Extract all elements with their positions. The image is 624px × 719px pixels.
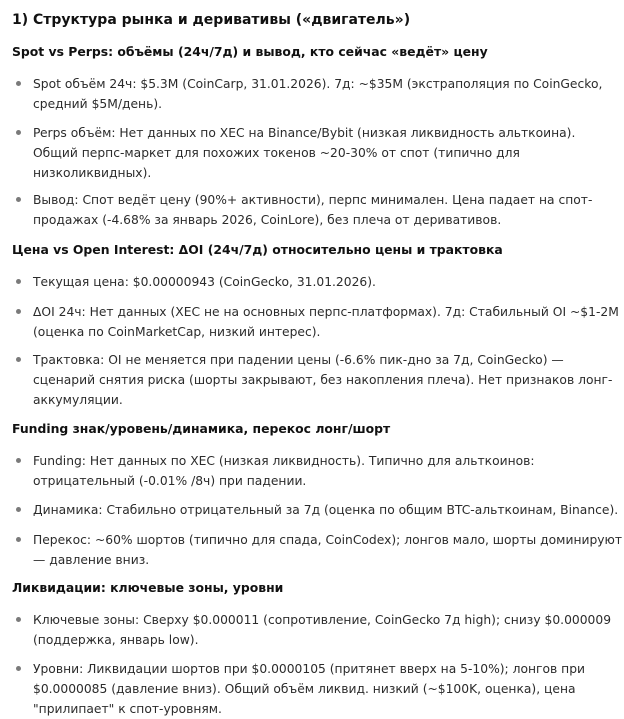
- text-line: отрицательный (-0.01% /8ч) при падении.: [33, 474, 307, 488]
- bullet-icon: [16, 507, 21, 512]
- section-heading: Spot vs Perps: объёмы (24ч/7д) и вывод, кто сейчас «ведёт» цену: [12, 44, 488, 59]
- bullet-icon: [16, 81, 21, 86]
- text-line: ΔOI 24ч: Нет данных (XEC не на основных перпс-платформах). 7д: Стабильный OI ~$1-2M: [33, 305, 619, 319]
- list-item-text: [33, 272, 621, 292]
- bullet-icon: [16, 357, 21, 362]
- bullet-icon: [16, 197, 21, 202]
- text-line: Уровни: Ликвидации шортов при $0.0000105 (притянет вверх на 5-10%); лонгов при: [33, 662, 586, 676]
- section-heading: Ликвидации: ключевые зоны, уровни: [12, 580, 284, 595]
- text-line: — давление вниз.: [33, 553, 150, 567]
- list-item-text: [33, 451, 621, 491]
- text-line: Вывод: Спот ведёт цену (90%+ активности), перпс минимален. Цена падает на спот-: [33, 193, 593, 207]
- text-line: Spot объём 24ч: $5.3M (CoinCarp, 31.01.2026). 7д: ~$35M (экстраполяция по CoinGecko,: [33, 77, 603, 91]
- bullet-icon: [16, 309, 21, 314]
- section-heading: Funding знак/уровень/динамика, перекос лонг/шорт: [12, 421, 391, 436]
- list-item-text: [33, 74, 621, 114]
- page-title: 1) Структура рынка и деривативы («двигатель»): [12, 12, 411, 28]
- bullet-icon: [16, 279, 21, 284]
- bullet-icon: [16, 537, 21, 542]
- list-item-text: [33, 190, 621, 230]
- list-item-text: [33, 530, 621, 570]
- text-line: Perps объём: Нет данных по XEC на Binance/Bybit (низкая ликвидность альткоина).: [33, 126, 576, 140]
- bullet-icon: [16, 666, 21, 671]
- list-item-text: [33, 659, 621, 719]
- text-line: Динамика: Стабильно отрицательный за 7д (оценка по общим BTC-альткоинам, Binance).: [33, 503, 619, 517]
- list-item-text: [33, 350, 621, 410]
- text-line: Трактовка: OI не меняется при падении цены (-6.6% пик-дно за 7д, CoinGecko) —: [33, 353, 564, 367]
- text-line: Funding: Нет данных по XEC (низкая ликвидность). Типично для альткоинов:: [33, 454, 535, 468]
- text-line: (оценка по CoinMarketCap, низкий интерес).: [33, 325, 321, 339]
- text-line: (поддержка, январь low).: [33, 633, 199, 647]
- list-item-text: [33, 610, 621, 650]
- text-line: "прилипает" к спот-уровням.: [33, 702, 222, 716]
- bullet-icon: [16, 617, 21, 622]
- text-line: Ключевые зоны: Сверху $0.000011 (сопротивление, CoinGecko 7д high); снизу $0.000009: [33, 613, 612, 627]
- text-line: средний $5M/день).: [33, 97, 163, 111]
- text-line: $0.0000085 (давление вниз). Общий объём ликвид. низкий (~$100K, оценка), цена: [33, 682, 576, 696]
- text-line: Общий перпс-маркет для похожих токенов ~20-30% от спот (типично для: [33, 146, 520, 160]
- list-item-text: [33, 302, 621, 342]
- bullet-icon: [16, 130, 21, 135]
- text-line: Перекос: ~60% шортов (типично для спада, CoinCodex); лонгов мало, шорты доминируют: [33, 533, 623, 547]
- bullet-icon: [16, 458, 21, 463]
- text-line: низколиквидных).: [33, 166, 152, 180]
- section-heading: Цена vs Open Interest: ΔOI (24ч/7д) относительно цены и трактовка: [12, 242, 503, 257]
- text-line: сценарий снятия риска (шорты закрывают, без накопления плеча). Нет признаков лонг-: [33, 373, 613, 387]
- list-item-text: [33, 500, 621, 520]
- text-line: Текущая цена: $0.00000943 (CoinGecko, 31.01.2026).: [33, 275, 376, 289]
- text-line: аккумуляции.: [33, 393, 123, 407]
- list-item-text: [33, 123, 621, 183]
- text-line: продажах (-4.68% за январь 2026, CoinLore), без плеча от деривативов.: [33, 213, 502, 227]
